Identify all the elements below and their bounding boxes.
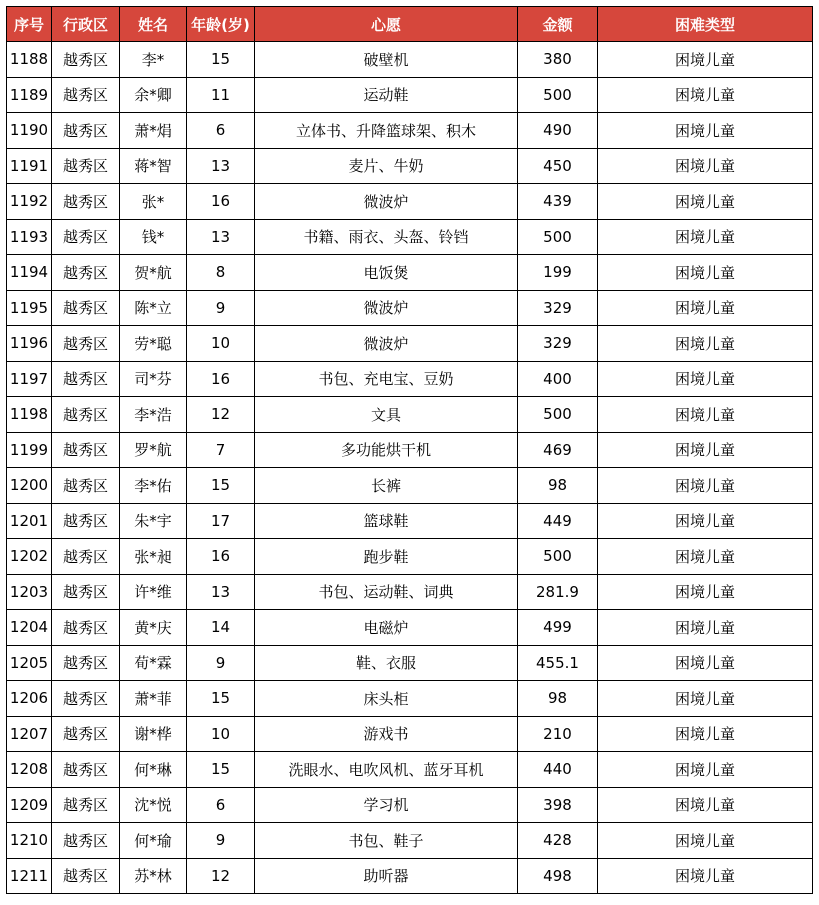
cell-district: 越秀区 [52,432,120,468]
cell-amount: 499 [518,610,598,646]
cell-serial: 1196 [7,326,52,362]
table-row [7,574,813,610]
cell-amount: 398 [518,787,598,823]
cell-name: 李* [120,42,187,78]
wish-list-table [6,6,813,894]
cell-serial: 1194 [7,255,52,291]
cell-district: 越秀区 [52,503,120,539]
cell-difficulty-type: 困境儿童 [598,432,813,468]
table-row [7,219,813,255]
cell-difficulty-type: 困境儿童 [598,681,813,717]
cell-difficulty-type: 困境儿童 [598,397,813,433]
cell-difficulty-type: 困境儿童 [598,645,813,681]
cell-wish: 微波炉 [255,326,518,362]
cell-district: 越秀区 [52,77,120,113]
cell-district: 越秀区 [52,255,120,291]
table-row [7,823,813,859]
cell-amount: 98 [518,681,598,717]
cell-wish: 破壁机 [255,42,518,78]
cell-age: 16 [187,539,255,575]
cell-amount: 498 [518,858,598,894]
cell-age: 17 [187,503,255,539]
table-row [7,681,813,717]
cell-name: 朱*宇 [120,503,187,539]
cell-difficulty-type: 困境儿童 [598,42,813,78]
cell-district: 越秀区 [52,645,120,681]
cell-serial: 1211 [7,858,52,894]
cell-district: 越秀区 [52,290,120,326]
cell-difficulty-type: 困境儿童 [598,77,813,113]
cell-serial: 1199 [7,432,52,468]
cell-name: 苏*林 [120,858,187,894]
cell-name: 劳*聪 [120,326,187,362]
cell-name: 许*维 [120,574,187,610]
cell-amount: 98 [518,468,598,504]
cell-wish: 文具 [255,397,518,433]
table-row [7,787,813,823]
cell-wish: 游戏书 [255,716,518,752]
cell-name: 罗*航 [120,432,187,468]
table-row [7,645,813,681]
table-body [7,42,813,894]
cell-amount: 210 [518,716,598,752]
cell-serial: 1191 [7,148,52,184]
cell-amount: 329 [518,290,598,326]
cell-age: 10 [187,716,255,752]
cell-age: 15 [187,42,255,78]
cell-amount: 490 [518,113,598,149]
cell-serial: 1206 [7,681,52,717]
cell-serial: 1189 [7,77,52,113]
cell-difficulty-type: 困境儿童 [598,255,813,291]
cell-name: 钱* [120,219,187,255]
cell-serial: 1202 [7,539,52,575]
cell-difficulty-type: 困境儿童 [598,290,813,326]
cell-age: 13 [187,148,255,184]
cell-difficulty-type: 困境儿童 [598,184,813,220]
cell-difficulty-type: 困境儿童 [598,539,813,575]
cell-age: 9 [187,290,255,326]
table-row [7,716,813,752]
cell-district: 越秀区 [52,823,120,859]
cell-amount: 380 [518,42,598,78]
cell-serial: 1204 [7,610,52,646]
cell-wish: 运动鞋 [255,77,518,113]
table-row [7,290,813,326]
cell-amount: 500 [518,77,598,113]
cell-serial: 1208 [7,752,52,788]
cell-name: 萧*菲 [120,681,187,717]
cell-amount: 281.9 [518,574,598,610]
cell-age: 6 [187,787,255,823]
cell-amount: 500 [518,219,598,255]
cell-wish: 微波炉 [255,184,518,220]
cell-wish: 电磁炉 [255,610,518,646]
table-row [7,255,813,291]
cell-age: 15 [187,468,255,504]
cell-district: 越秀区 [52,361,120,397]
cell-difficulty-type: 困境儿童 [598,148,813,184]
table-row [7,503,813,539]
cell-amount: 500 [518,397,598,433]
cell-wish: 助听器 [255,858,518,894]
cell-wish: 跑步鞋 [255,539,518,575]
cell-district: 越秀区 [52,184,120,220]
cell-serial: 1203 [7,574,52,610]
cell-name: 蒋*智 [120,148,187,184]
cell-district: 越秀区 [52,787,120,823]
table-row [7,539,813,575]
cell-serial: 1197 [7,361,52,397]
cell-wish: 多功能烘干机 [255,432,518,468]
cell-name: 沈*悦 [120,787,187,823]
cell-name: 陈*立 [120,290,187,326]
cell-difficulty-type: 困境儿童 [598,361,813,397]
cell-age: 9 [187,823,255,859]
cell-difficulty-type: 困境儿童 [598,610,813,646]
header-serial: 序号 [7,7,52,42]
cell-serial: 1210 [7,823,52,859]
cell-district: 越秀区 [52,539,120,575]
cell-amount: 440 [518,752,598,788]
cell-difficulty-type: 困境儿童 [598,468,813,504]
cell-wish: 床头柜 [255,681,518,717]
cell-serial: 1188 [7,42,52,78]
cell-wish: 学习机 [255,787,518,823]
cell-district: 越秀区 [52,219,120,255]
cell-name: 萧*焆 [120,113,187,149]
cell-difficulty-type: 困境儿童 [598,787,813,823]
cell-district: 越秀区 [52,681,120,717]
cell-wish: 洗眼水、电吹风机、蓝牙耳机 [255,752,518,788]
cell-age: 13 [187,574,255,610]
cell-age: 15 [187,681,255,717]
header-wish: 心愿 [255,7,518,42]
cell-name: 张* [120,184,187,220]
cell-wish: 书包、鞋子 [255,823,518,859]
cell-wish: 书籍、雨衣、头盔、铃铛 [255,219,518,255]
header-district: 行政区 [52,7,120,42]
header-amount: 金额 [518,7,598,42]
cell-amount: 450 [518,148,598,184]
cell-difficulty-type: 困境儿童 [598,219,813,255]
cell-age: 12 [187,397,255,433]
cell-age: 13 [187,219,255,255]
cell-district: 越秀区 [52,397,120,433]
cell-serial: 1207 [7,716,52,752]
table-row [7,468,813,504]
cell-amount: 449 [518,503,598,539]
cell-serial: 1192 [7,184,52,220]
table-row [7,610,813,646]
table-row [7,184,813,220]
cell-age: 12 [187,858,255,894]
cell-district: 越秀区 [52,752,120,788]
cell-difficulty-type: 困境儿童 [598,716,813,752]
header-name: 姓名 [120,7,187,42]
cell-difficulty-type: 困境儿童 [598,574,813,610]
cell-age: 16 [187,361,255,397]
cell-name: 何*琳 [120,752,187,788]
cell-age: 16 [187,184,255,220]
cell-district: 越秀区 [52,113,120,149]
cell-serial: 1201 [7,503,52,539]
cell-district: 越秀区 [52,574,120,610]
cell-wish: 书包、运动鞋、词典 [255,574,518,610]
table-row [7,326,813,362]
cell-difficulty-type: 困境儿童 [598,752,813,788]
cell-difficulty-type: 困境儿童 [598,823,813,859]
cell-name: 余*卿 [120,77,187,113]
cell-wish: 立体书、升降篮球架、积木 [255,113,518,149]
cell-age: 10 [187,326,255,362]
cell-difficulty-type: 困境儿童 [598,503,813,539]
cell-difficulty-type: 困境儿童 [598,326,813,362]
table-row [7,77,813,113]
cell-name: 张*昶 [120,539,187,575]
cell-age: 7 [187,432,255,468]
cell-name: 黄*庆 [120,610,187,646]
header-age: 年龄(岁) [187,7,255,42]
cell-serial: 1209 [7,787,52,823]
cell-age: 8 [187,255,255,291]
table-row [7,858,813,894]
cell-wish: 鞋、衣服 [255,645,518,681]
cell-district: 越秀区 [52,716,120,752]
cell-name: 司*芬 [120,361,187,397]
cell-age: 14 [187,610,255,646]
header-row [7,7,813,42]
cell-district: 越秀区 [52,610,120,646]
cell-name: 谢*桦 [120,716,187,752]
cell-wish: 长裤 [255,468,518,504]
cell-age: 11 [187,77,255,113]
cell-amount: 428 [518,823,598,859]
cell-amount: 439 [518,184,598,220]
cell-name: 何*瑜 [120,823,187,859]
cell-age: 15 [187,752,255,788]
cell-wish: 书包、充电宝、豆奶 [255,361,518,397]
cell-serial: 1195 [7,290,52,326]
cell-wish: 电饭煲 [255,255,518,291]
table-row [7,361,813,397]
cell-serial: 1198 [7,397,52,433]
cell-name: 贺*航 [120,255,187,291]
cell-name: 荀*霖 [120,645,187,681]
cell-name: 李*佑 [120,468,187,504]
cell-district: 越秀区 [52,42,120,78]
cell-wish: 麦片、牛奶 [255,148,518,184]
cell-difficulty-type: 困境儿童 [598,113,813,149]
cell-serial: 1200 [7,468,52,504]
cell-district: 越秀区 [52,858,120,894]
cell-amount: 469 [518,432,598,468]
table-row [7,113,813,149]
table-row [7,397,813,433]
cell-age: 6 [187,113,255,149]
cell-serial: 1205 [7,645,52,681]
cell-district: 越秀区 [52,148,120,184]
cell-district: 越秀区 [52,468,120,504]
cell-wish: 微波炉 [255,290,518,326]
header-difficulty-type: 困难类型 [598,7,813,42]
cell-amount: 329 [518,326,598,362]
table-row [7,752,813,788]
cell-district: 越秀区 [52,326,120,362]
cell-amount: 400 [518,361,598,397]
cell-wish: 篮球鞋 [255,503,518,539]
cell-amount: 500 [518,539,598,575]
table-row [7,432,813,468]
cell-amount: 455.1 [518,645,598,681]
cell-difficulty-type: 困境儿童 [598,858,813,894]
table-row [7,42,813,78]
cell-name: 李*浩 [120,397,187,433]
table-row [7,148,813,184]
cell-age: 9 [187,645,255,681]
cell-serial: 1193 [7,219,52,255]
cell-serial: 1190 [7,113,52,149]
cell-amount: 199 [518,255,598,291]
